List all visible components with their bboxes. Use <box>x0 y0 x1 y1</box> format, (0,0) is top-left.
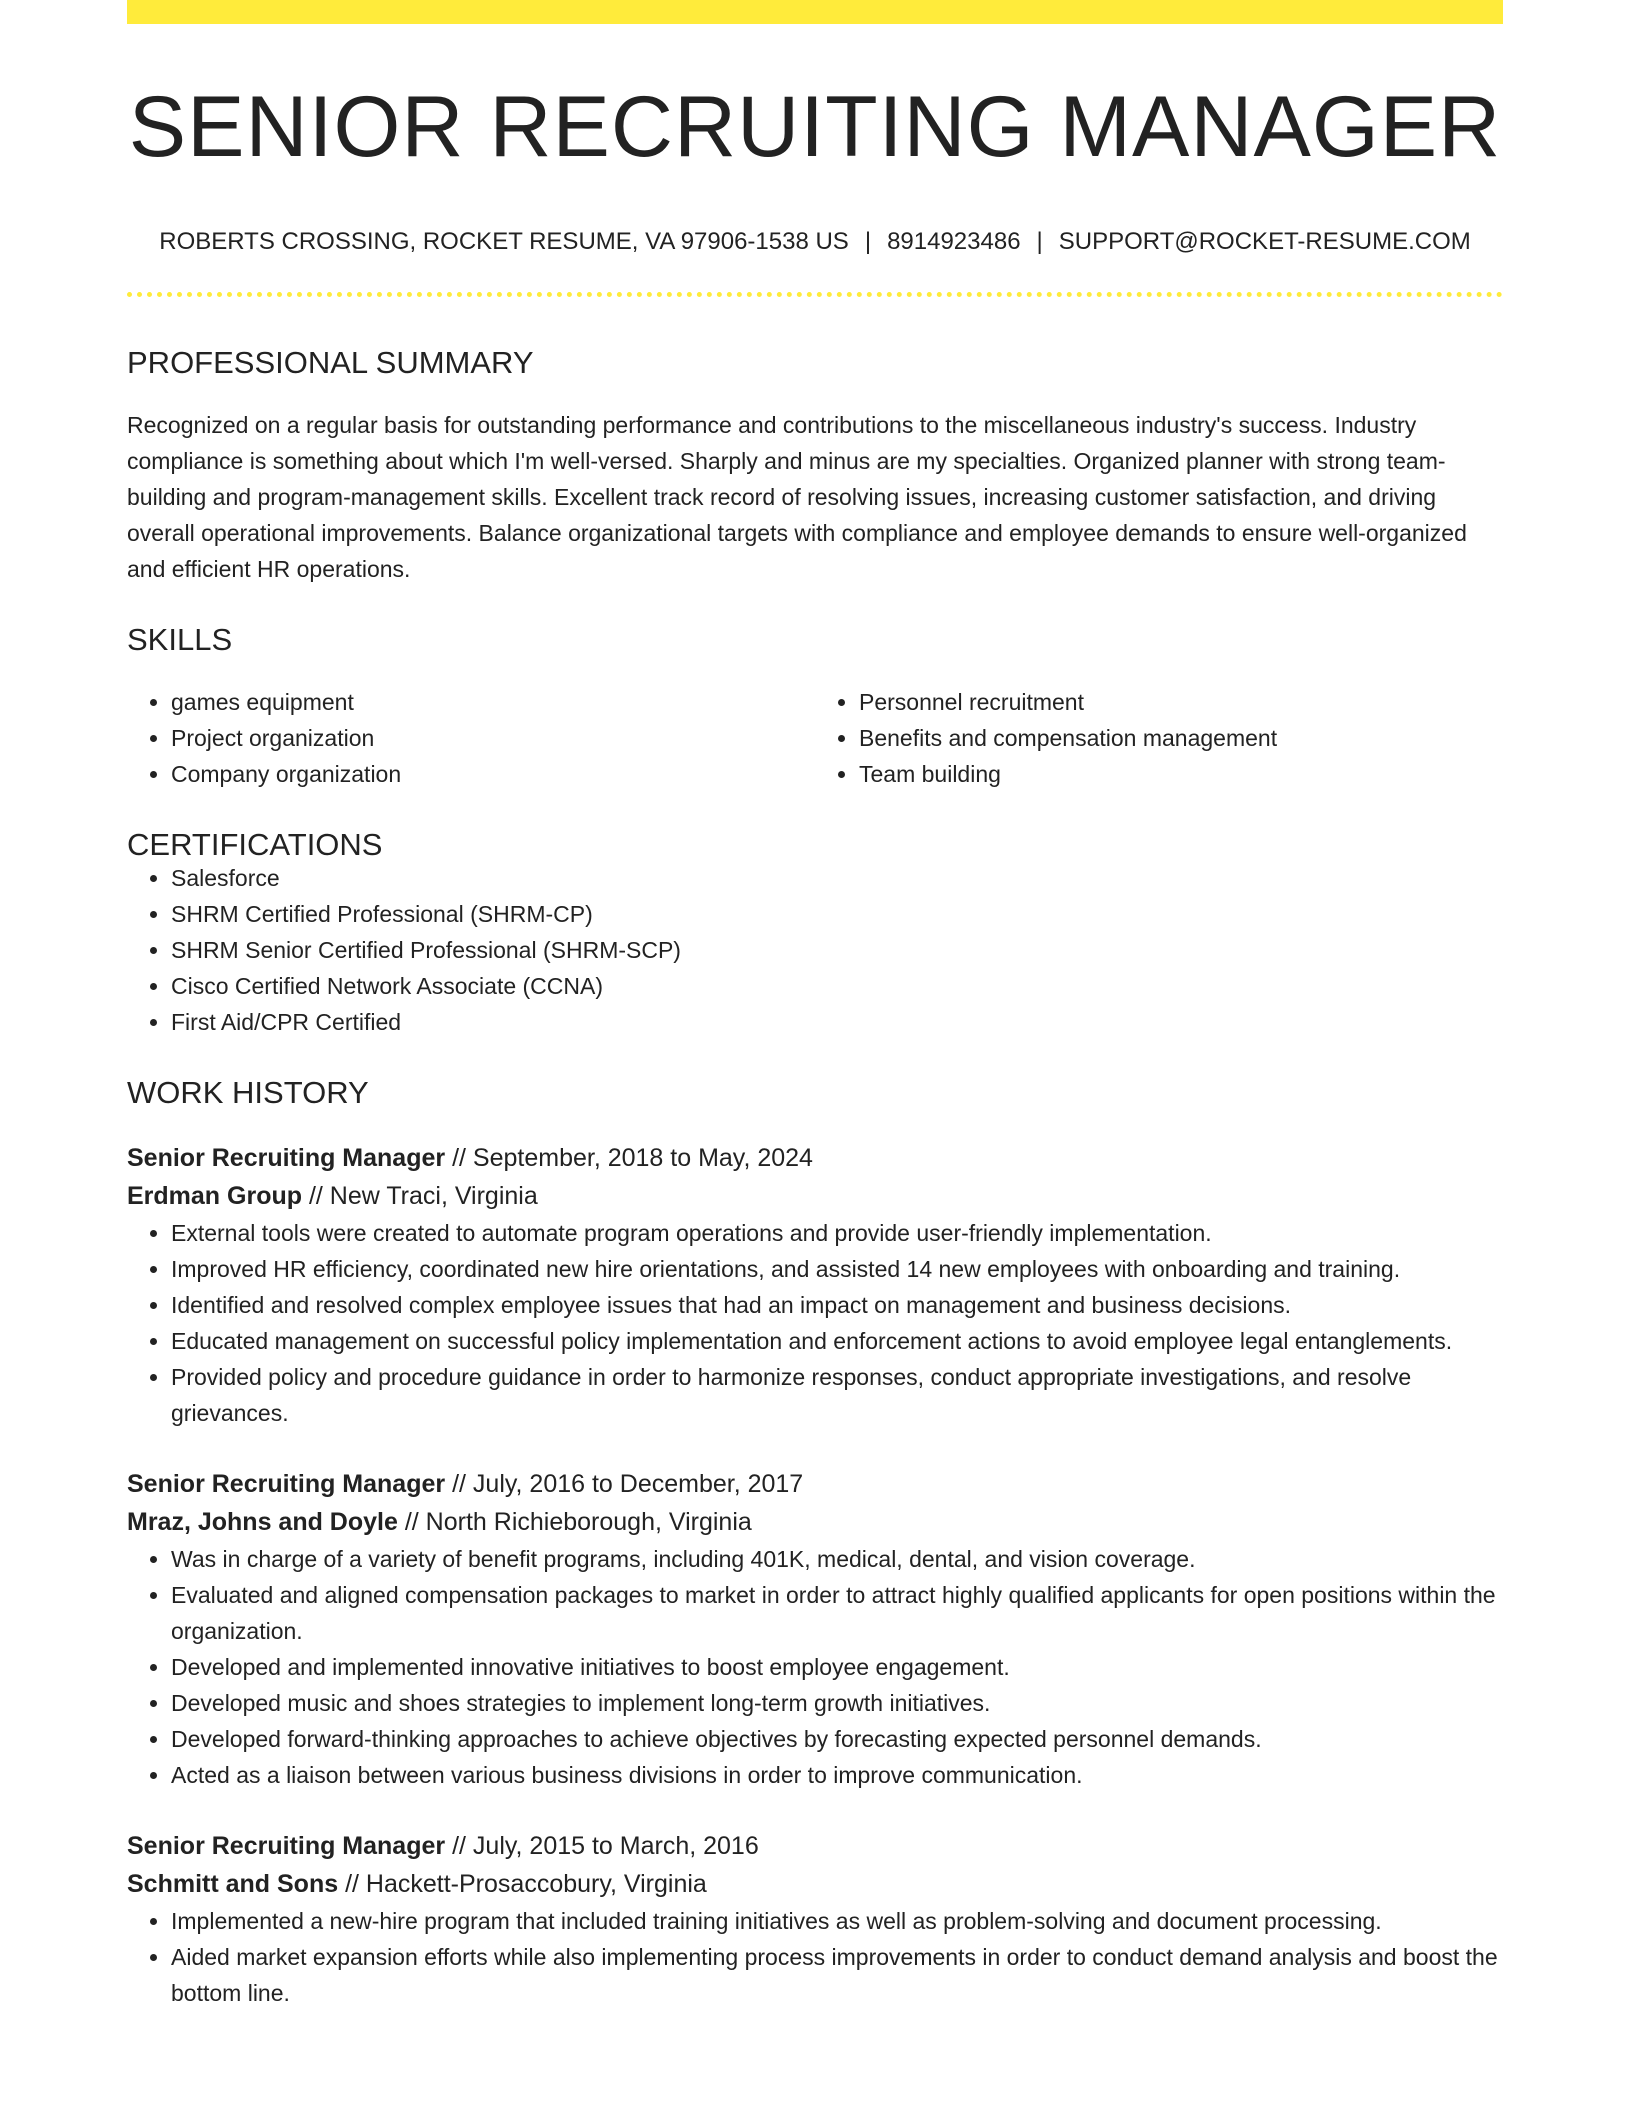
job-title-line <box>127 1827 1503 1865</box>
skills-heading: SKILLS <box>127 622 233 657</box>
skill-item: • games equipment <box>171 684 815 720</box>
job-bullet-list <box>127 1541 1503 1793</box>
skills-grid <box>127 684 1503 792</box>
job-bullet: • Evaluated and aligned compensation packages to market in order to attract highly qualified applicants for open positions within the organization. <box>171 1577 1503 1649</box>
resume-title: SENIOR RECRUITING MANAGER <box>128 79 1502 175</box>
job-company: Schmitt and Sons <box>127 1870 339 1898</box>
job-bullet: • Developed music and shoes strategies to implement long-term growth initiatives. <box>171 1685 1503 1721</box>
job-bullet: • External tools were created to automate program operations and provide user-friendly implementation. <box>171 1215 1503 1251</box>
certification-item: • SHRM Certified Professional (SHRM-CP) <box>171 896 1503 932</box>
summary-text: Recognized on a regular basis for outstanding performance and contributions to the miscellaneous industry's success. Industry compliance is something about which I'm well-versed. Sharply and minus are my specialties. Organized planner with strong team-building and program-management skills. Excellent track record of resolving issues, increasing customer satisfaction, and driving overall operational improvements. Balance organizational targets with compliance and employee demands to ensure well-organized and efficient HR operations. <box>127 412 1467 582</box>
job-dates: // September, 2018 to May, 2024 <box>452 1144 813 1172</box>
job-bullet: • Developed forward-thinking approaches to achieve objectives by forecasting expected personnel demands. <box>171 1721 1503 1757</box>
job-bullet: • Provided policy and procedure guidance in order to harmonize responses, conduct appropriate investigations, and resolve grievances. <box>171 1359 1503 1431</box>
job-company: Erdman Group <box>127 1182 303 1210</box>
job-title: Senior Recruiting Manager <box>127 1144 446 1172</box>
skill-item: • Personnel recruitment <box>859 684 1503 720</box>
job-bullet: • Acted as a liaison between various business divisions in order to improve communication. <box>171 1757 1503 1793</box>
job-bullet: • Implemented a new-hire program that included training initiatives as well as problem-solving and document processing. <box>171 1903 1503 1939</box>
job-company-line <box>127 1177 1503 1215</box>
work-history-heading: WORK HISTORY <box>127 1075 369 1110</box>
contact-separator: | <box>864 228 872 255</box>
contact-line <box>127 230 1503 254</box>
dotted-divider <box>127 292 1503 297</box>
contact-address: ROBERTS CROSSING, ROCKET RESUME, VA 97906-1538 US <box>159 228 849 255</box>
job-title-line <box>127 1465 1503 1503</box>
job-bullet: • Developed and implemented innovative initiatives to boost employee engagement. <box>171 1649 1503 1685</box>
job-bullet-list <box>127 1903 1503 2011</box>
skill-item: • Project organization <box>171 720 815 756</box>
job-location: // New Traci, Virginia <box>308 1182 538 1210</box>
skills-left-list <box>127 684 815 792</box>
job-bullet: • Improved HR efficiency, coordinated new hire orientations, and assisted 14 new employees with onboarding and training. <box>171 1251 1503 1287</box>
certifications-list <box>127 860 1503 1040</box>
job-dates: // July, 2015 to March, 2016 <box>452 1832 759 1860</box>
job-company-line <box>127 1865 1503 1903</box>
skill-item: • Benefits and compensation management <box>859 720 1503 756</box>
job-company: Mraz, Johns and Doyle <box>127 1508 398 1536</box>
job-company-line <box>127 1503 1503 1541</box>
job-title-line <box>127 1139 1503 1177</box>
job-title: Senior Recruiting Manager <box>127 1832 446 1860</box>
certification-item: • First Aid/CPR Certified <box>171 1004 1503 1040</box>
job-bullet: • Was in charge of a variety of benefit programs, including 401K, medical, dental, and vision coverage. <box>171 1541 1503 1577</box>
contact-separator: | <box>1036 228 1043 255</box>
job-bullet: • Identified and resolved complex employee issues that had an impact on management and business decisions. <box>171 1287 1503 1323</box>
job-dates: // July, 2016 to December, 2017 <box>452 1470 804 1498</box>
resume-page <box>127 0 1503 2011</box>
job-location: // Hackett-Prosaccobury, Virginia <box>345 1870 707 1898</box>
summary-heading: PROFESSIONAL SUMMARY <box>127 345 534 380</box>
certifications-heading: CERTIFICATIONS <box>127 827 383 862</box>
certification-item: • SHRM Senior Certified Professional (SHRM-SCP) <box>171 932 1503 968</box>
contact-email: SUPPORT@ROCKET-RESUME.COM <box>1058 228 1471 255</box>
job-bullet-list <box>127 1215 1503 1431</box>
job-bullet: • Educated management on successful policy implementation and enforcement actions to avoid employee legal entanglements. <box>171 1323 1503 1359</box>
skill-item: • Company organization <box>171 756 815 792</box>
job-location: // North Richieborough, Virginia <box>404 1508 752 1536</box>
certification-item: • Salesforce <box>171 860 1503 896</box>
skill-item: • Team building <box>859 756 1503 792</box>
skills-right-list <box>815 684 1503 792</box>
job-bullet: • Aided market expansion efforts while also implementing process improvements in order to conduct demand analysis and boost the bottom line. <box>171 1939 1503 2011</box>
accent-top-bar <box>127 0 1503 24</box>
certification-item: • Cisco Certified Network Associate (CCNA) <box>171 968 1503 1004</box>
job-title: Senior Recruiting Manager <box>127 1470 446 1498</box>
contact-phone: 8914923486 <box>887 228 1021 255</box>
